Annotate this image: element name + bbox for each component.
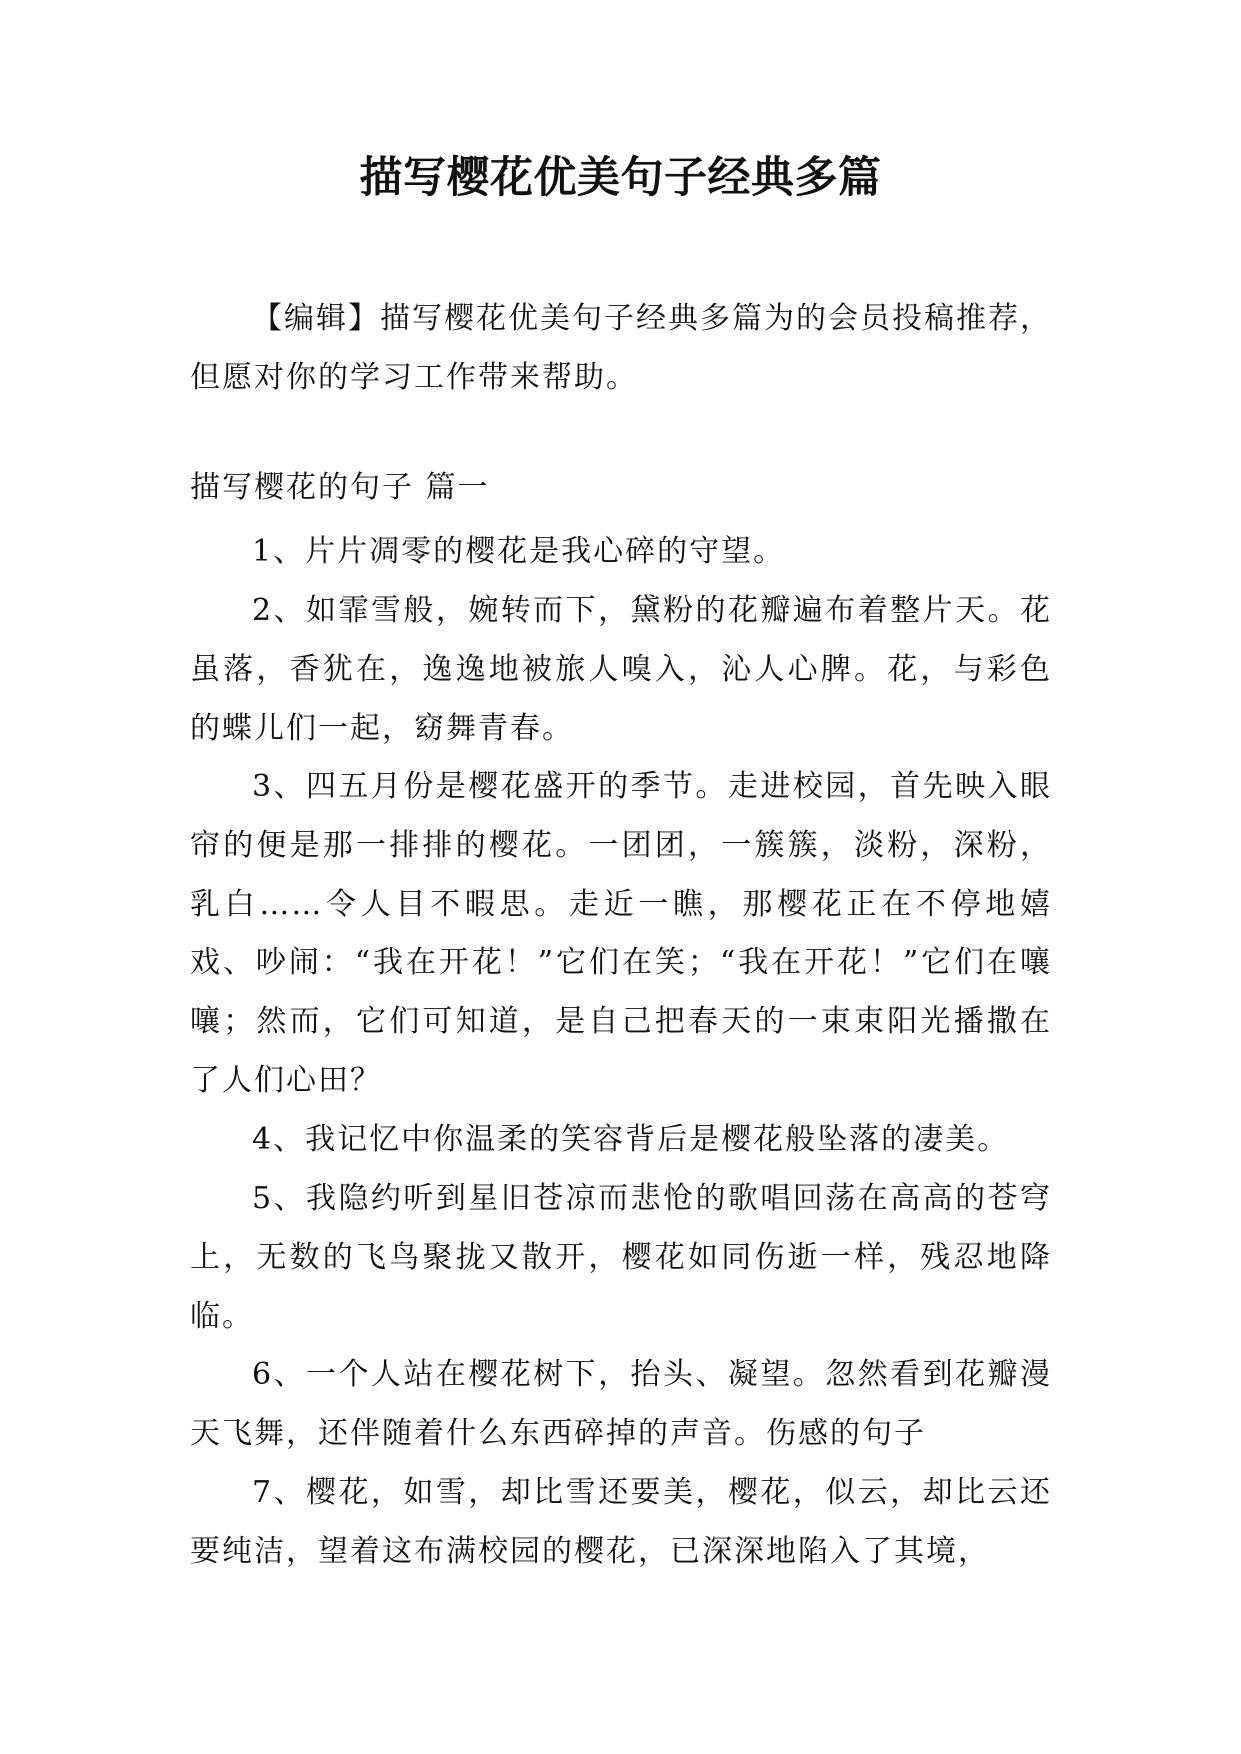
sentence-paragraph-3: 3、四五月份是樱花盛开的季节。走进校园，首先映入眼帘的便是那一排排的樱花。一团团，一簇簇，淡粉，深粉，乳白……令人目不暇思。走近一瞧，那樱花正在不停地嬉戏、吵闹：“我在开花！”它们在笑；“我在开花！”它们在嚷嚷；然而，它们可知道，是自己把春天的一束束阳光播撒在了人们心田？ — [190, 769, 1052, 1098]
sentence-paragraph-5: 5、我隐约听到星旧苍凉而悲怆的歌唱回荡在高高的苍穹上，无数的飞鸟聚拢又散开，樱花如同伤逝一样，残忍地降临。 — [190, 1181, 1052, 1334]
sentence-paragraph-7: 7、樱花，如雪，却比雪还要美，樱花，似云，却比云还要纯洁，望着这布满校园的樱花，已深深地陷入了其境， — [190, 1475, 1052, 1569]
intro-paragraph: 【编辑】描写樱花优美句子经典多篇为的会员投稿推荐，但愿对你的学习工作带来帮助。 — [190, 301, 1052, 395]
document-title: 描写樱花优美句子经典多篇 — [359, 153, 882, 203]
sentence-paragraph-6: 6、一个人站在樱花树下，抬头、凝望。忽然看到花瓣漫天飞舞，还伴随着什么东西碎掉的声音。伤感的句子 — [190, 1357, 1052, 1451]
sentence-paragraph-1: 1、片片凋零的樱花是我心碎的守望。 — [252, 534, 786, 569]
section-heading: 描写樱花的句子 篇一 — [190, 470, 490, 505]
sentence-paragraph-2: 2、如霏雪般，婉转而下，黛粉的花瓣遍布着整片天。花虽落，香犹在，逸逸地被旅人嗅入，沁人心脾。花，与彩色的蝶儿们一起，窈舞青春。 — [190, 593, 1052, 746]
sentence-paragraph-4: 4、我记忆中你温柔的笑容背后是樱花般坠落的凄美。 — [252, 1122, 1010, 1157]
